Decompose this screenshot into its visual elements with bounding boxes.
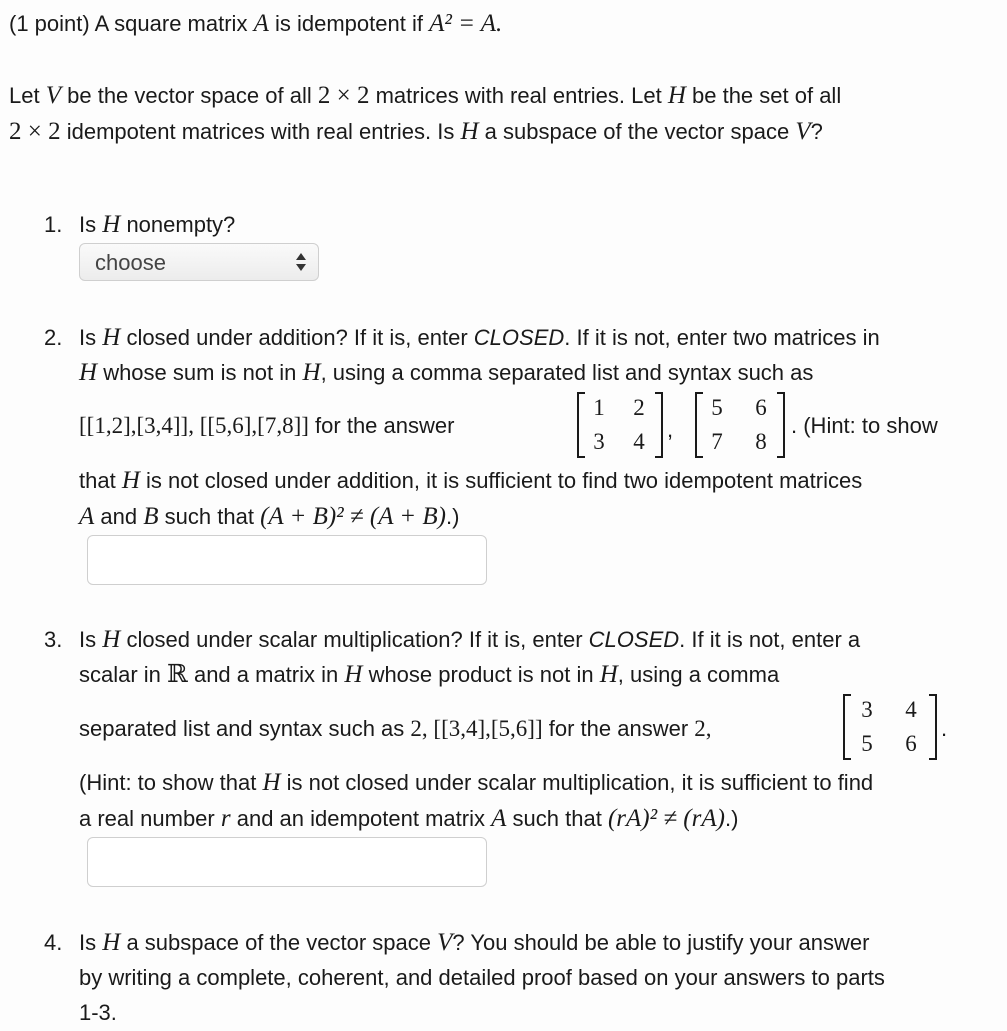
question-4-number: 4. [44, 930, 63, 955]
question-1-number: 1. [44, 212, 63, 237]
addition-answer-input[interactable] [87, 535, 487, 585]
question-4-line-2: by writing a complete, coherent, and detailed proof based on your answers to parts [79, 965, 885, 990]
matrix-period: . [941, 716, 948, 741]
question-2-number: 2. [44, 325, 63, 350]
question-2-line-4: that H is not closed under addition, it is sufficient to find two idempotent matrices [79, 467, 863, 494]
question-2-line-1: Is H closed under addition? If it is, enter CLOSED. If it is not, enter two matrices in [79, 324, 880, 351]
question-3-line-4: (Hint: to show that H is not closed under scalar multiplication, it is sufficient to find [79, 769, 874, 796]
question-1-text: Is H nonempty? [79, 211, 236, 238]
question-3-line-5: a real number r and an idempotent matrix A such that (rA)² ≠ (rA).) [79, 805, 739, 832]
nonempty-select[interactable] [79, 243, 319, 281]
setup-line-2: 2 × 2 idempotent matrices with real entries. Is H a subspace of the vector space V? [9, 118, 823, 145]
question-4-line-1: Is H a subspace of the vector space V? You should be able to justify your answer [79, 929, 870, 956]
question-3-number: 3. [44, 627, 63, 652]
problem-intro: (1 point) A square matrix A is idempotent if A² = A. [9, 10, 503, 37]
matrix-comma: , [667, 417, 674, 442]
setup-line-1: Let V be the vector space of all 2 × 2 matrices with real entries. Let H be the set of all [9, 82, 842, 109]
question-4-line-3: 1-3. [79, 1000, 117, 1025]
example-matrix-3: 3 4 5 6 [843, 694, 937, 760]
question-3-line-1: Is H closed under scalar multiplication? If it is, enter CLOSED. If it is not, enter a [79, 626, 861, 653]
question-2-line-5: A and B such that (A + B)² ≠ (A + B).) [79, 503, 460, 530]
question-2-line-2: H whose sum is not in H, using a comma separated list and syntax such as [79, 359, 814, 386]
question-2-hint-start: . (Hint: to show [791, 413, 938, 438]
example-matrix-2: 5 6 7 8 [695, 392, 785, 458]
scalar-answer-input[interactable] [87, 837, 487, 887]
question-3-line-2: scalar in ℝ and a matrix in H whose product is not in H, using a comma [79, 661, 780, 688]
example-matrix-1: 1 2 3 4 [577, 392, 663, 458]
select-arrows-icon [296, 253, 308, 275]
question-3-line-3: separated list and syntax such as 2, [[3,4],[5,6]] for the answer 2, [79, 716, 712, 741]
question-2-line-3: [[1,2],[3,4]], [[5,6],[7,8]] for the answer [79, 413, 455, 438]
select-value: choose [95, 250, 166, 275]
